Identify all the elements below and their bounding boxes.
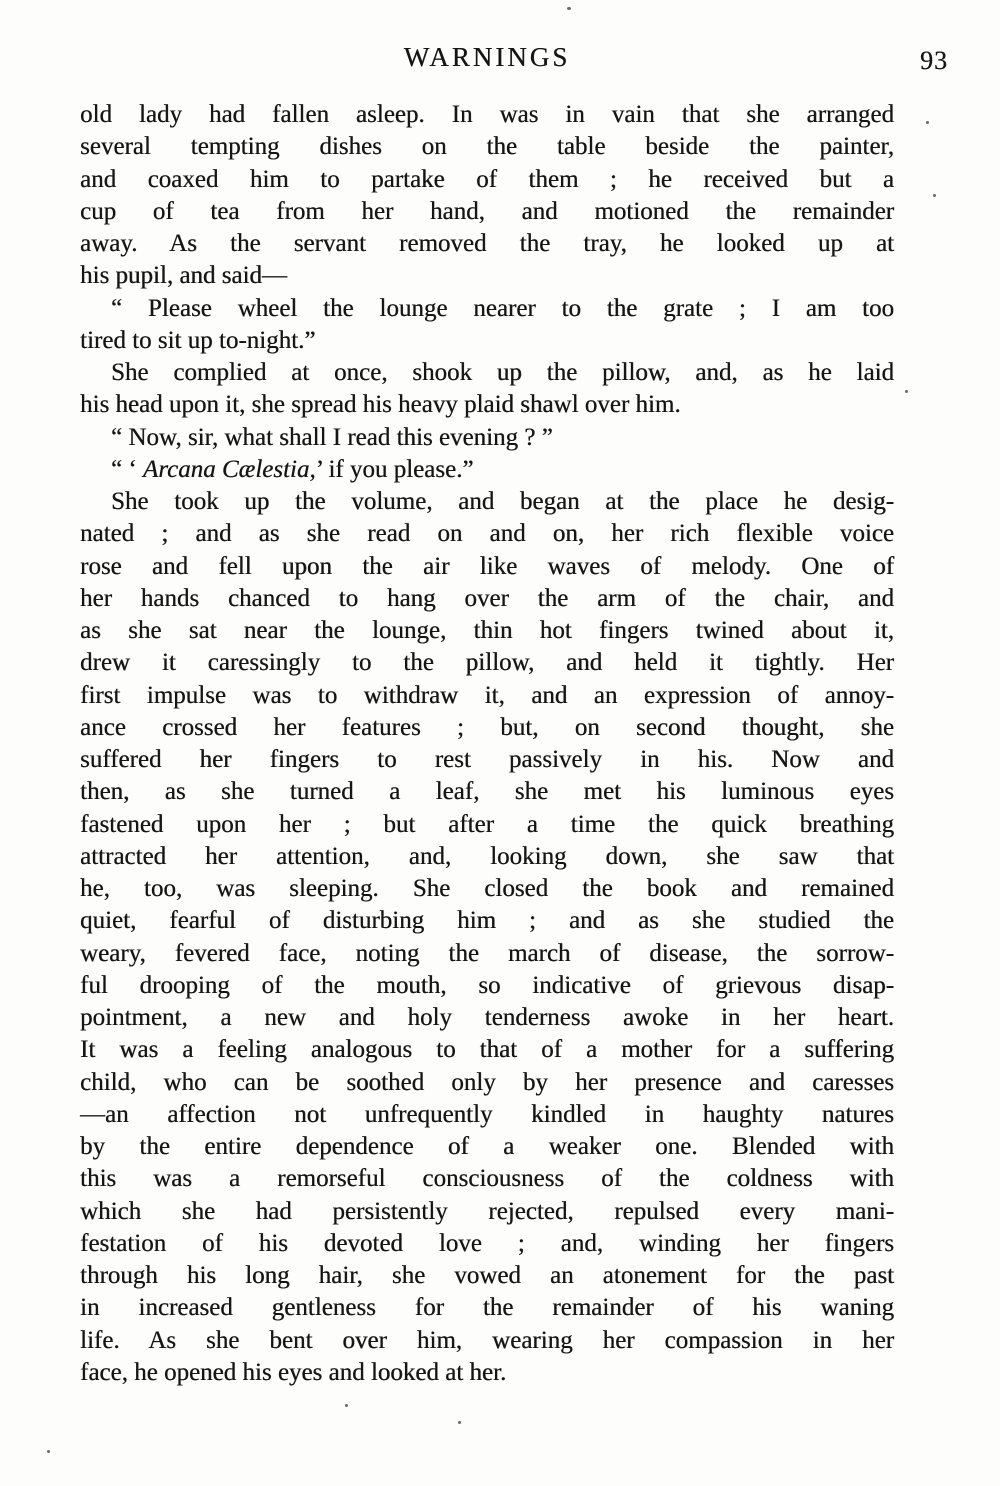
text-line: festation of his devoted love ; and, winding her fingers — [80, 1229, 894, 1257]
text-line: away. As the servant removed the tray, he looked up at — [80, 230, 894, 257]
text-line: quiet, fearful of disturbing him ; and as she studied the — [80, 907, 894, 935]
running-header: WARNINGS — [403, 42, 571, 72]
text-line: through his long hair, she vowed an atonement for the past — [80, 1262, 894, 1289]
text-line: face, he opened his eyes and looked at her. — [80, 1358, 507, 1386]
scan-speck — [345, 1404, 348, 1407]
text-line: his pupil, and said— — [80, 262, 287, 290]
text-line: several tempting dishes on the table beside the painter, — [80, 133, 894, 161]
scan-speck — [567, 7, 571, 10]
text-line: old lady had fallen asleep. In was in vain that she arranged — [80, 101, 894, 128]
text-line: as she sat near the lounge, thin hot fingers twined about it, — [80, 617, 894, 644]
text-line: cup of tea from her hand, and motioned the remainder — [80, 197, 894, 225]
scan-speck — [905, 390, 908, 393]
text-line: ance crossed her features ; but, on second thought, she — [80, 713, 894, 741]
text-line: her hands chanced to hang over the arm of the chair, and — [80, 584, 894, 612]
text-line: pointment, a new and holy tenderness awoke in her heart. — [80, 1004, 894, 1031]
text-block — [80, 99, 894, 1389]
text-line: nated ; and as she read on and on, her rich flexible voice — [80, 520, 894, 548]
text-segment: “ ‘ — [111, 455, 143, 483]
text-line: drew it caressingly to the pillow, and held it tightly. Her — [80, 649, 894, 677]
scan-speck — [926, 121, 929, 124]
text-line: life. As she bent over him, wearing her compassion in her — [80, 1326, 894, 1354]
scan-speck — [47, 1450, 50, 1453]
text-line: weary, fevered face, noting the march of disease, the sorrow- — [80, 939, 894, 967]
text-line: —an affection not unfrequently kindled in haughty natures — [80, 1100, 894, 1128]
text-line: fastened upon her ; but after a time the quick breathing — [80, 810, 894, 838]
page-number: 93 — [920, 46, 948, 75]
text-line: in increased gentleness for the remainder of his waning — [80, 1294, 894, 1322]
text-line — [80, 454, 894, 486]
text-line: It was a feeling analogous to that of a mother for a suffering — [80, 1036, 894, 1064]
scan-speck — [933, 194, 936, 197]
text-line: rose and fell upon the air like waves of melody. One of — [80, 552, 894, 580]
text-line: tired to sit up to-night.” — [80, 326, 316, 354]
text-line: by the entire dependence of a weaker one. Blended with — [80, 1133, 894, 1160]
text-line: She took up the volume, and began at the place he desig- — [111, 488, 894, 515]
text-line: his head upon it, she spread his heavy plaid shawl over him. — [80, 391, 681, 419]
text-line: and coaxed him to partake of them ; he received but a — [80, 165, 894, 193]
text-line: he, too, was sleeping. She closed the book and remained — [80, 875, 894, 902]
text-line: “ Now, sir, what shall I read this evening ? ” — [111, 423, 553, 451]
text-line: She complied at once, shook up the pillow, and, as he laid — [111, 359, 894, 386]
text-line: suffered her fingers to rest passively in his. Now and — [80, 746, 894, 773]
text-line: then, as she turned a leaf, she met his luminous eyes — [80, 778, 894, 806]
text-segment: ’ if you please.” — [315, 455, 474, 483]
text-line: which she had persistently rejected, repulsed every mani- — [80, 1197, 894, 1225]
text-line: attracted her attention, and, looking down, she saw that — [80, 842, 894, 870]
text-line: “ Please wheel the lounge nearer to the grate ; I am too — [111, 294, 894, 322]
book-title-italic: Arcana Cælestia, — [142, 455, 316, 483]
text-line: child, who can be soothed only by her presence and caresses — [80, 1068, 894, 1096]
scan-speck — [458, 1421, 461, 1424]
text-line: this was a remorseful consciousness of the coldness with — [80, 1165, 894, 1193]
text-line: ful drooping of the mouth, so indicative of grievous disap- — [80, 971, 894, 999]
text-line: first impulse was to withdraw it, and an expression of annoy- — [80, 681, 894, 709]
